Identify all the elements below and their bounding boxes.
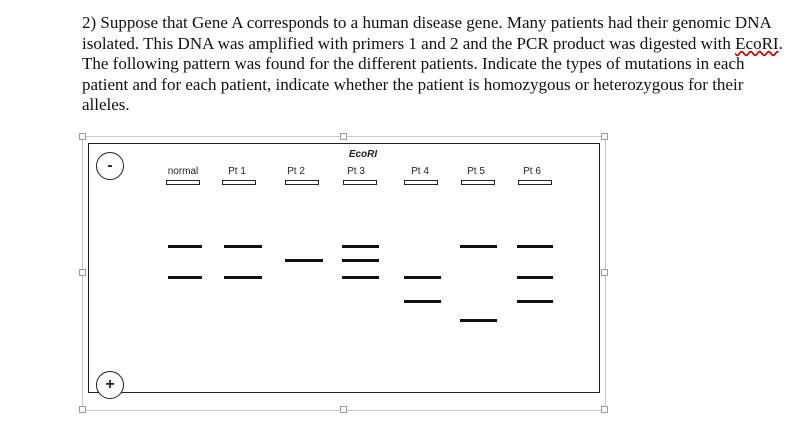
- lane-label: Pt 1: [228, 166, 246, 177]
- negative-electrode-icon: -: [96, 152, 124, 180]
- resize-handle-middle-right[interactable]: [601, 269, 608, 276]
- band: [460, 245, 497, 248]
- enzyme-label: EcoRI: [348, 149, 378, 160]
- band: [342, 276, 379, 279]
- lane-label: Pt 5: [467, 166, 485, 177]
- resize-handle-top-center[interactable]: [340, 133, 347, 140]
- question-part2: . The following pattern was found for the different patients. Indicate the types of mutations in each patient and for each patient, indicate whether the patient is homozygous or heterozygous for their alleles.: [82, 33, 783, 114]
- resize-handle-bottom-left[interactable]: [79, 406, 86, 413]
- well: [404, 180, 438, 185]
- resize-handle-top-left[interactable]: [79, 133, 86, 140]
- well: [166, 180, 200, 185]
- enzyme-name: EcoRI: [735, 33, 779, 53]
- band: [404, 276, 441, 279]
- band: [224, 245, 262, 248]
- lane-label: Pt 6: [523, 166, 541, 177]
- well: [518, 180, 552, 185]
- band: [224, 276, 262, 279]
- band: [168, 276, 202, 279]
- question-part1: 2) Suppose that Gene A corresponds to a human disease gene. Many patients had their genomic DNA isolated. This DNA was amplified with primers 1 and 2 and the PCR product was digested with: [82, 13, 771, 53]
- well: [343, 180, 377, 185]
- lane-label: Pt 4: [411, 166, 429, 177]
- band: [342, 259, 379, 262]
- band: [404, 300, 441, 303]
- lane-label: Pt 2: [287, 166, 305, 177]
- lane-label: Pt 3: [347, 166, 365, 177]
- resize-handle-middle-left[interactable]: [79, 269, 86, 276]
- band: [285, 259, 323, 262]
- resize-handle-bottom-center[interactable]: [340, 406, 347, 413]
- band: [517, 245, 553, 248]
- band: [342, 245, 379, 248]
- band: [517, 300, 553, 303]
- well: [461, 180, 495, 185]
- positive-electrode-icon: +: [96, 371, 124, 399]
- question-text: [82, 13, 794, 116]
- resize-handle-top-right[interactable]: [601, 133, 608, 140]
- well: [222, 180, 256, 185]
- band: [168, 245, 202, 248]
- resize-handle-bottom-right[interactable]: [601, 406, 608, 413]
- well: [285, 180, 319, 185]
- band: [517, 276, 553, 279]
- band: [460, 319, 497, 322]
- lane-label: normal: [167, 166, 199, 177]
